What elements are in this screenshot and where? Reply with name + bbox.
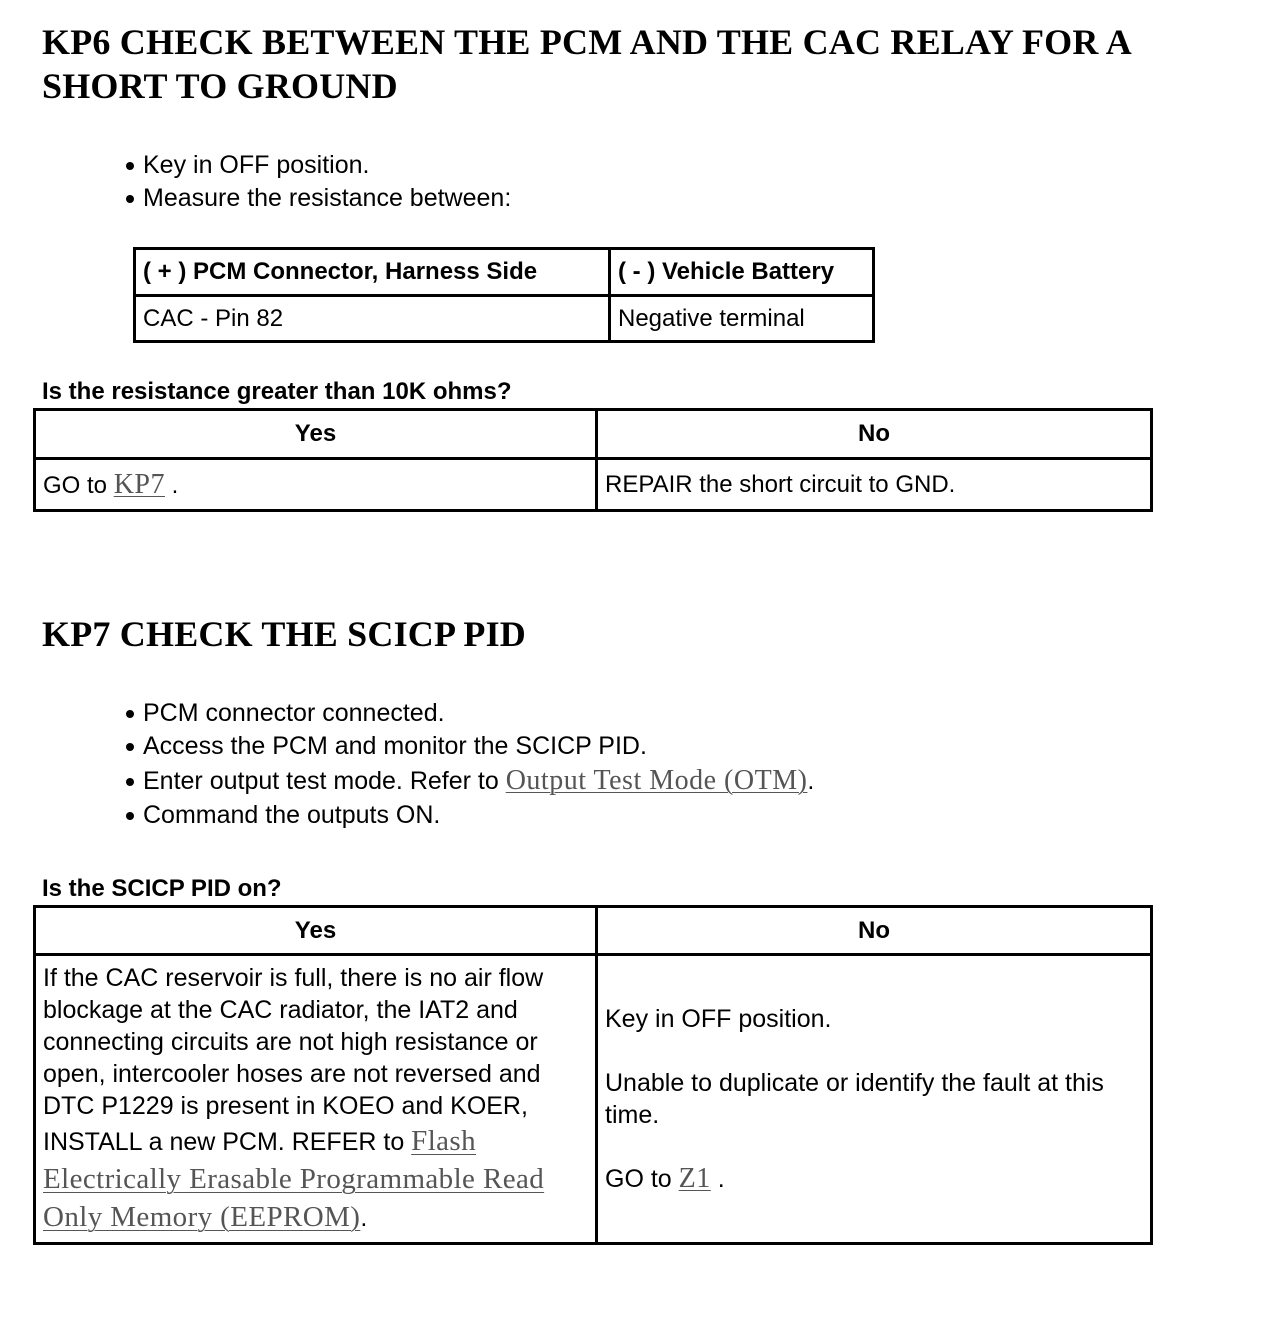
yes-header: Yes: [35, 907, 597, 955]
table-header-row: [35, 410, 1152, 459]
z1-link[interactable]: Z1: [678, 1163, 711, 1194]
list-item: [124, 182, 511, 215]
yes-cell: [35, 459, 597, 511]
cell-terminal: Negative terminal: [610, 296, 874, 342]
step-text: Command the outputs ON.: [143, 801, 441, 829]
bullet-icon: [126, 743, 134, 751]
kp7-decision-table: [33, 905, 1153, 1245]
step-text: Access the PCM and monitor the SCICP PID.: [143, 732, 647, 760]
bullet-icon: [126, 162, 134, 170]
measurement-table: [133, 247, 875, 343]
yes-suffix: .: [164, 471, 179, 499]
list-item: [124, 149, 511, 182]
eeprom-link[interactable]: Flash Electrically Erasable Programmable Read Only Memory (EEPROM): [43, 1125, 545, 1233]
step-suffix: .: [807, 767, 815, 795]
go-prefix: GO to: [605, 1165, 679, 1193]
kp6-question: Is the resistance greater than 10K ohms?: [42, 378, 512, 405]
no-cell: [597, 955, 1152, 1244]
list-item: [124, 799, 814, 832]
table-row: [135, 296, 874, 342]
bullet-icon: [126, 778, 134, 786]
no-line-go: [605, 1163, 1143, 1195]
yes-text: If the CAC reservoir is full, there is no air flow blockage at the CAC radiator, the IAT2 and connecting circuits are not high resistance or open, intercooler hoses are not reversed and DTC P1229 is present in KOEO and KOER, INSTALL a new PCM. REFER to: [43, 964, 544, 1156]
kp6-decision-table: [33, 408, 1153, 512]
no-cell: REPAIR the short circuit to GND.: [597, 459, 1152, 511]
table-row: [35, 955, 1152, 1244]
kp7-step-list: [124, 697, 814, 832]
step-text: PCM connector connected.: [143, 699, 445, 727]
bullet-icon: [126, 710, 134, 718]
step-text: Enter output test mode. Refer to: [143, 767, 506, 795]
yes-prefix: GO to: [43, 471, 114, 499]
kp7-question: Is the SCICP PID on?: [42, 875, 282, 902]
header-pcm-connector: ( + ) PCM Connector, Harness Side: [135, 249, 610, 296]
table-header-row: [135, 249, 874, 296]
step-text: Measure the resistance between:: [143, 184, 512, 212]
no-line-key-off: Key in OFF position.: [605, 1005, 832, 1033]
yes-cell: [35, 955, 597, 1244]
no-header: No: [597, 907, 1152, 955]
kp6-step-list: [124, 149, 511, 215]
kp7-heading: KP7 CHECK THE SCICP PID: [42, 614, 527, 654]
no-line-unable: Unable to duplicate or identify the fault at this time.: [605, 1069, 1104, 1129]
no-header: No: [597, 410, 1152, 459]
table-header-row: [35, 907, 1152, 955]
kp6-heading: KP6 CHECK BETWEEN THE PCM AND THE CAC RELAY FOR A SHORT TO GROUND: [42, 22, 1130, 106]
kp7-link[interactable]: KP7: [113, 468, 165, 500]
list-item: [124, 763, 814, 799]
list-item: [124, 730, 814, 763]
bullet-icon: [126, 195, 134, 203]
cell-pin: CAC - Pin 82: [135, 296, 610, 342]
otm-link[interactable]: Output Test Mode (OTM): [505, 765, 808, 796]
header-vehicle-battery: ( - ) Vehicle Battery: [610, 249, 874, 296]
yes-suffix: .: [360, 1204, 368, 1232]
yes-header: Yes: [35, 410, 597, 459]
list-item: [124, 697, 814, 730]
bullet-icon: [126, 812, 134, 820]
table-row: [35, 459, 1152, 511]
go-suffix: .: [710, 1165, 725, 1193]
step-text: Key in OFF position.: [143, 151, 370, 179]
